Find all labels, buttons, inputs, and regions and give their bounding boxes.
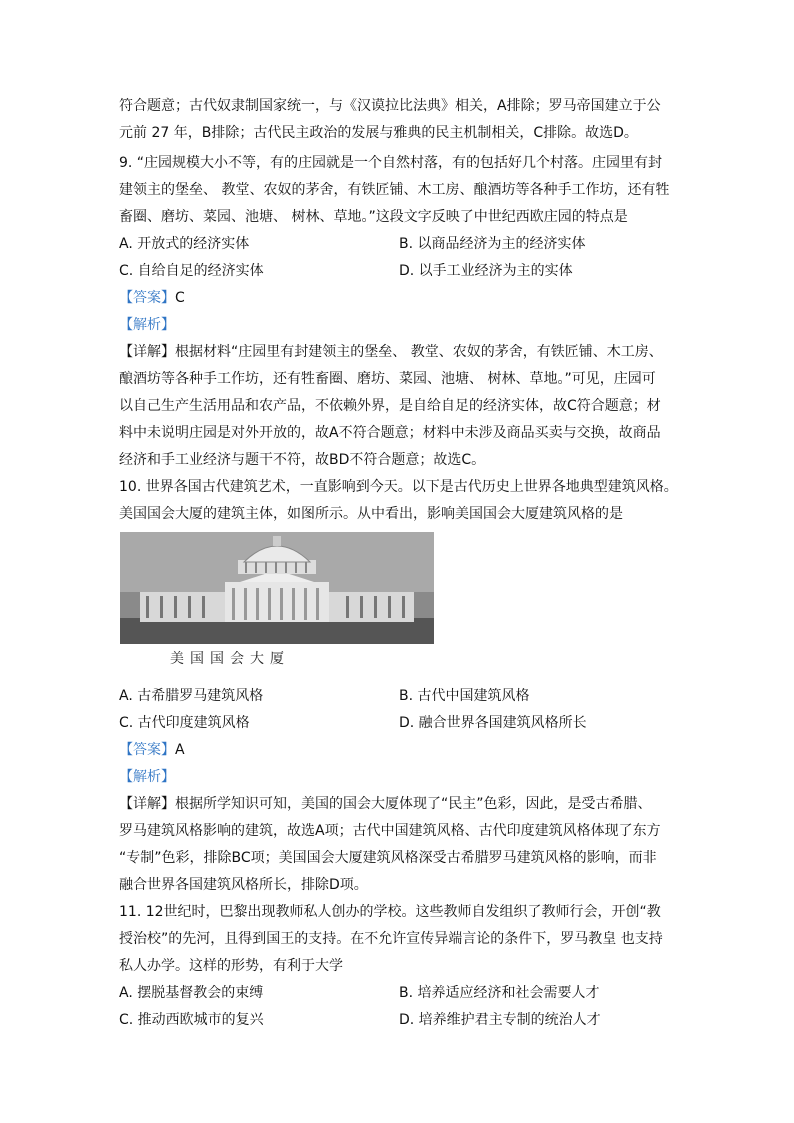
option-d: D. 培养维护君主专制的统治人才: [399, 1012, 601, 1028]
detail-line: 料中未说明庄园是对外开放的，故A不符合题意；材料中未涉及商品买卖与交换，故商品: [119, 425, 661, 441]
text-line: 元前 27 年，B排除；古代民主政治的发展与雅典的民主机制相关，C排除。故选D。: [119, 125, 638, 141]
question-stem: 11. 12世纪时，巴黎出现教师私人创办的学校。这些教师自发组织了教师行会，开创“教: [119, 904, 661, 920]
option-b: B. 培养适应经济和社会需要人才: [399, 985, 600, 1001]
question-stem: 美国国会大厦的建筑主体，如图所示。从中看出，影响美国国会大厦建筑风格的是: [119, 506, 623, 522]
document-content: [119, 93, 679, 1034]
answer-line: [119, 737, 679, 764]
detail-line: 罗马建筑风格影响的建筑，故选A项；古代中国建筑风格、古代印度建筑风格体现了东方: [119, 823, 661, 839]
detail-line: “专制”色彩，排除BC项；美国国会大厦建筑风格深受古希腊罗马建筑风格的影响，而非: [119, 850, 657, 866]
question-stem: 私人办学。这样的形势，有利于大学: [119, 958, 343, 974]
answer-line: [119, 285, 679, 312]
analysis-label: 【解析】: [119, 769, 175, 785]
option-c: C. 古代印度建筑风格: [119, 715, 250, 731]
answer-value: A: [175, 742, 185, 758]
option-a: A. 古希腊罗马建筑风格: [119, 688, 264, 704]
capitol-building-image: [120, 532, 434, 675]
option-d: D. 融合世界各国建筑风格所长: [399, 715, 587, 731]
question-stem: 畜圈、磨坊、菜园、池塘、 树林、草地。”这段文字反映了中世纪西欧庄园的特点是: [119, 209, 628, 225]
option-c: C. 推动西欧城市的复兴: [119, 1012, 264, 1028]
answer-label: 【答案】: [119, 742, 175, 758]
question-11: [119, 899, 679, 1034]
question-stem: 授治校”的先河，且得到国王的支持。在不允许宣传异端言论的条件下，罗马教皇 也支持: [119, 931, 663, 947]
question-9: [119, 150, 679, 474]
option-d: D. 以手工业经济为主的实体: [399, 263, 573, 279]
detail-line: 经济和手工业经济与题干不符，故BD不符合题意；故选C。: [119, 452, 486, 468]
detail-line: 【详解】根据所学知识可知，美国的国会大厦体现了“民主”色彩，因此，是受古希腊、: [119, 796, 652, 812]
text-line: 符合题意；古代奴隶制国家统一，与《汉谟拉比法典》相关，A排除；罗马帝国建立于公: [119, 98, 661, 114]
question-stem: 建领主的堡垒、 教堂、农奴的茅舍，有铁匠铺、木工房、酿酒坊等各种手工作坊，还有牲: [119, 182, 670, 198]
answer-label: 【答案】: [119, 290, 175, 306]
option-b: B. 古代中国建筑风格: [399, 688, 530, 704]
analysis-label: 【解析】: [119, 317, 175, 333]
question-stem: 9. “庄园规模大小不等，有的庄园就是一个自然村落，有的包括好几个村落。庄园里有封: [119, 155, 663, 171]
option-a: A. 开放式的经济实体: [119, 236, 250, 252]
answer-value: C: [175, 290, 185, 306]
question-10: [119, 474, 679, 899]
option-a: A. 摆脱基督教会的束缚: [119, 985, 264, 1001]
question-stem: 10. 世界各国古代建筑艺术，一直影响到今天。以下是古代历史上世界各地典型建筑风格。: [119, 479, 678, 495]
option-c: C. 自给自足的经济实体: [119, 263, 264, 279]
option-b: B. 以商品经济为主的经济实体: [399, 236, 586, 252]
detail-line: 以自己生产生活用品和农产品，不依赖外界，是自给自足的经济实体，故C符合题意；材: [119, 398, 661, 414]
detail-line: 酿酒坊等各种手工作坊，还有牲畜圈、磨坊、菜园、池塘、 树林、草地。”可见，庄园可: [119, 371, 656, 387]
detail-line: 【详解】根据材料“庄园里有封建领主的堡垒、 教堂、农奴的茅舍，有铁匠铺、木工房、: [119, 344, 663, 360]
figure-caption: 美国国会大厦: [170, 651, 290, 667]
detail-line: 融合世界各国建筑风格所长，排除D项。: [119, 877, 368, 893]
